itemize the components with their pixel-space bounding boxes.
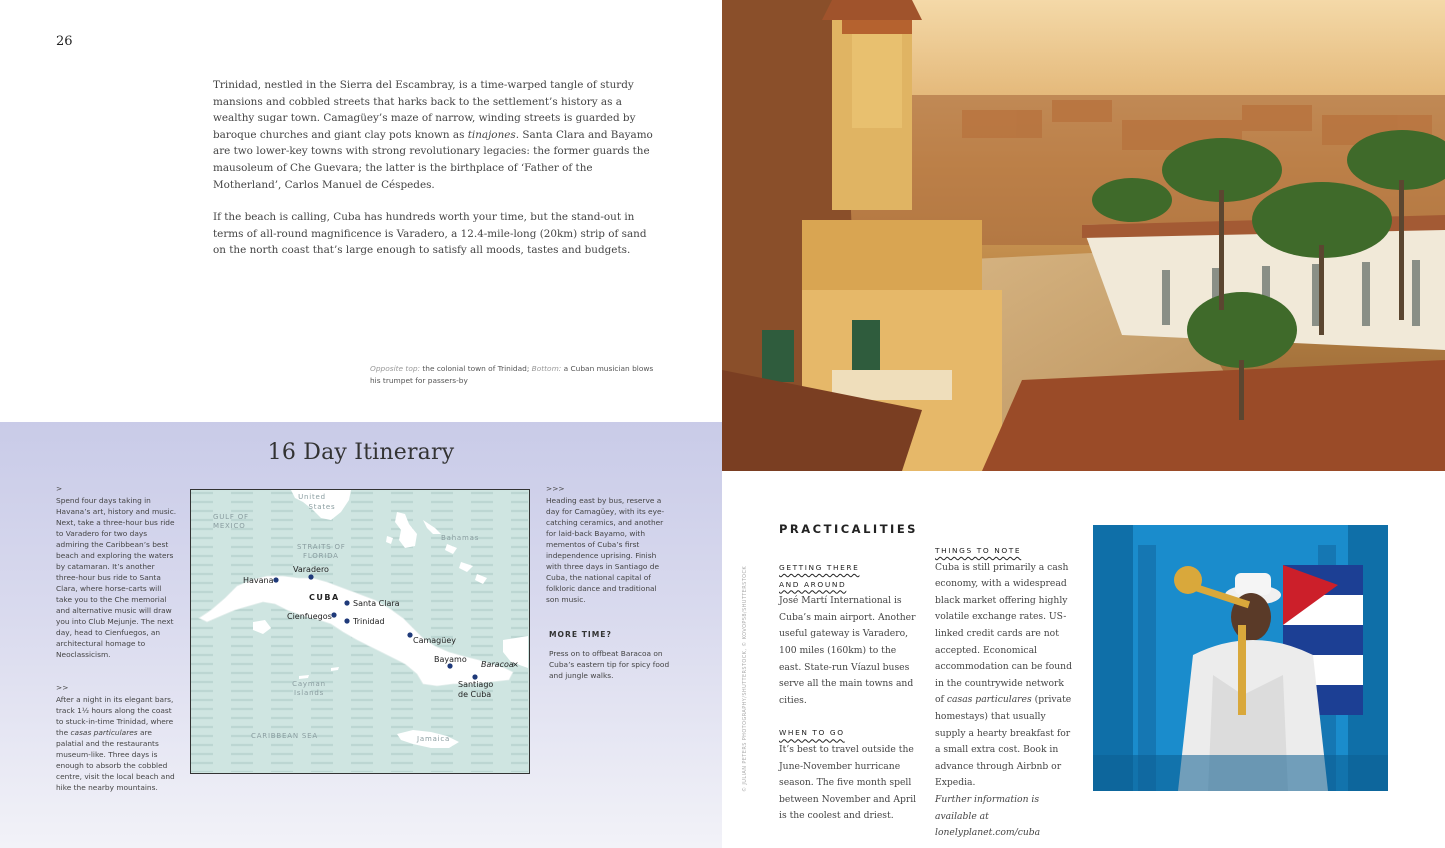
trinidad-photo <box>722 0 1445 471</box>
city-santiago-line2: de Cuba <box>458 690 492 699</box>
itinerary-column-3 <box>546 483 671 605</box>
label-cuba: CUBA <box>309 593 340 602</box>
cuba-map <box>190 489 530 774</box>
photo-caption: Opposite top: the colonial town of Trinidad; Bottom: a Cuban musician blows his trumpet for passers-by <box>370 364 654 385</box>
city-trinidad: Trinidad <box>353 617 385 626</box>
musician-photo <box>1093 525 1388 791</box>
label-bahamas: Bahamas <box>441 534 480 542</box>
when-to-go-text: It’s best to travel outside the June-November hurricane season. The five month spell between November and April is the coolest and driest. <box>779 743 917 822</box>
marker-bayamo <box>447 663 452 668</box>
marker-cienfuegos <box>331 612 336 617</box>
label-us-line2: States <box>308 503 336 511</box>
label-caribbean-sea: CARIBBEAN SEA <box>251 732 318 740</box>
musician-photo-image <box>1093 525 1388 791</box>
city-baracoa: Baracoa <box>481 660 514 669</box>
map-graphic <box>191 490 528 772</box>
getting-there-text: José Martí International is Cuba’s main airport. Another useful gateway is Varadero, 100 miles (160km) to the east. State-run Víazul buses serve all the main towns and cities. <box>779 595 916 706</box>
itinerary-title: 16 Day Itinerary <box>267 440 455 465</box>
getting-there-heading-line2: AND AROUND <box>779 579 847 589</box>
getting-there-heading-line1: GETTING THERE <box>779 563 860 572</box>
things-to-note-heading: THINGS TO NOTE <box>935 546 1022 555</box>
marker-camaguey <box>407 632 412 637</box>
itinerary-column-2 <box>56 682 178 793</box>
city-camaguey: Camagüey <box>413 636 456 645</box>
trinidad-photo-image <box>722 0 1445 471</box>
city-santa-clara: Santa Clara <box>353 599 400 608</box>
label-us-line1: United <box>298 493 326 501</box>
marker-trinidad <box>344 618 349 623</box>
itinerary-marker-2: >> <box>56 683 69 692</box>
city-bayamo: Bayamo <box>434 655 467 664</box>
label-cayman-line2: Islands <box>293 689 325 697</box>
city-varadero: Varadero <box>293 565 329 574</box>
further-info-text: Further information is available at lonelyplanet.com/cuba <box>935 793 1041 839</box>
city-cienfuegos: Cienfuegos <box>287 612 332 621</box>
marker-santiago <box>472 674 477 679</box>
practicalities-column-2 <box>935 543 1075 842</box>
marker-varadero <box>308 574 313 579</box>
more-time-title: MORE TIME? <box>549 630 612 639</box>
itinerary-marker-3: >>> <box>546 484 565 493</box>
intro-paragraph-1: Trinidad, nestled in the Sierra del Escambray, is a time-warped tangle of sturdy mansions and cobbled streets that harks back to the settlement’s history as a wealthy sugar town. Camagüey’s maze of narrow, winding streets is guarded by baroque churches and giant clay pots known as tinajones. Santa Clara and Bayamo are two lower-key towns with strong revolutionary legacies: the former guards the mausoleum of Che Guevara; the latter is the birthplace of ‘Father of the Motherland’, Carlos Manuel de Céspedes. <box>213 79 653 191</box>
page-number: 26 <box>56 34 73 49</box>
intro-text <box>213 77 658 275</box>
label-jamaica: Jamaica <box>417 735 451 743</box>
things-to-note-text: Cuba is still primarily a cash economy, with a widespread black market offering highly volatile exchange rates. US-linked credit cards are not accepted. Economical accommodation can be found in the countrywide network of casas particulares (private homestays) that usually supply a hearty breakfast for a small extra cost. Book in advance through Airbnb or Expedia. <box>935 561 1072 789</box>
marker-santa-clara <box>344 600 349 605</box>
city-havana: Havana <box>243 576 274 585</box>
intro-paragraph-2: If the beach is calling, Cuba has hundreds worth your time, but the stand-out in terms of all-round magnificence is Varadero, a 12.4-mile-long (20km) strip of sand on the north coast that’s large enough to satisfy all moods, tastes and budgets. <box>213 211 647 257</box>
photo-credit-graphic <box>738 560 750 792</box>
itinerary-text-3: Heading east by bus, reserve a day for Camagüey, with its eye-catching ceramics, and another for laid-back Bayamo, with mementos of Cuba’s first independence uprising. Finish with three days in Santiago de Cuba, the national capital of folkloric dance and traditional son music. <box>546 496 665 604</box>
city-santiago-line1: Santiago <box>458 680 494 689</box>
label-straits-line1: STRAITS OF <box>297 543 346 551</box>
itinerary-column-1 <box>56 483 178 660</box>
label-cayman-line1: Cayman <box>292 680 326 688</box>
marker-baracoa: × <box>512 660 519 669</box>
marker-havana <box>273 577 278 582</box>
label-gulf-line1: GULF OF <box>213 513 249 521</box>
itinerary-marker-1: > <box>56 484 63 493</box>
more-time-text: Press on to offbeat Baracoa on Cuba’s eastern tip for spicy food and jungle walks. <box>549 649 670 680</box>
practicalities-column-1 <box>779 560 919 825</box>
itinerary-text-2: After a night in its elegant bars, track 1½ hours along the coast to stuck-in-time Trinidad, where the casas particulares are palatial and the restaurants museum-like. Three days is enough to absorb the cobbled centre, visit the local beach and hike the nearby mountains. <box>56 695 175 792</box>
when-to-go-heading: WHEN TO GO <box>779 728 845 738</box>
label-gulf-line2: MEXICO <box>213 522 246 530</box>
label-straits-line2: FLORIDA <box>303 552 339 560</box>
practicalities-title: PRACTICALITIES <box>779 522 918 536</box>
photo-credit-text: © JULIAN PETERS PHOTOGRAPHY/SHUTTERSTOCK, © KOVOP58/SHUTTERSTOCK <box>742 565 748 792</box>
photo-credit <box>738 560 748 792</box>
itinerary-text-1: Spend four days taking in Havana’s art, history and music. Next, take a three-hour bus ride to Varadero for two days admiring the Caribbean’s best beach and exploring the waters by catamaran. It’s another three-hour bus ride to Santa Clara, where horse-carts will take you to the Che memorial and alternative music will draw you into Club Mejunje. The next day, head to Cienfuegos, an architectural homage to Neoclassicism. <box>56 496 177 659</box>
